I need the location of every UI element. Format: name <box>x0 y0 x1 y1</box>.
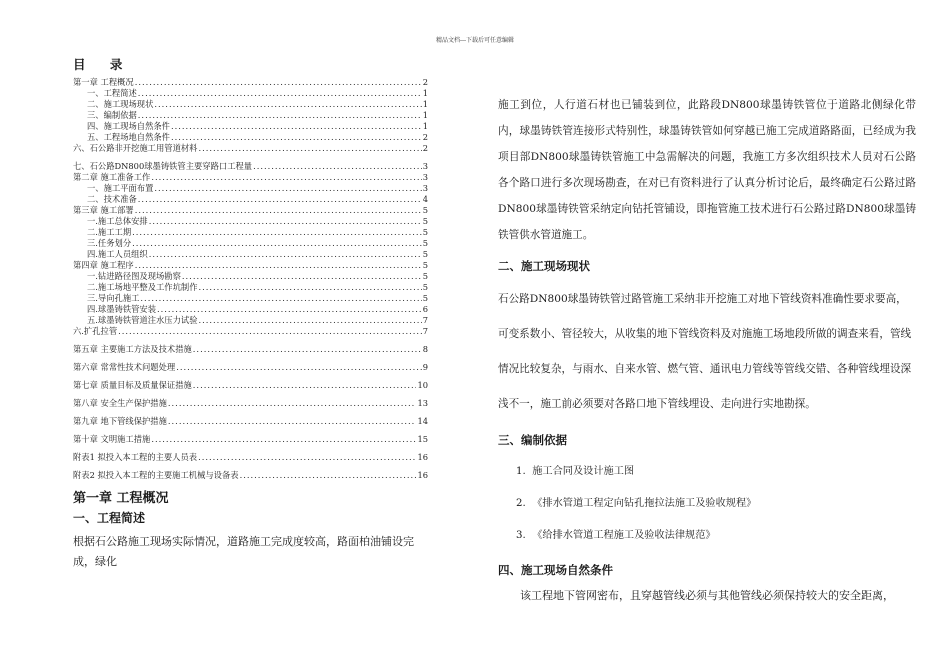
toc-entry[interactable] <box>73 227 428 238</box>
toc-entry-text: 第九章 地下管线保护措施 <box>73 416 167 426</box>
basis-item-number: 2. <box>516 498 526 509</box>
toc-entry-text: 四.施工人员组织 <box>87 249 148 259</box>
basis-item-text: 施工合同及设计施工图 <box>532 466 635 477</box>
toc-entry-text: 一.钻进路径图及现场勘察 <box>87 271 181 281</box>
toc-entry[interactable] <box>73 293 428 304</box>
header-note: 精品文档---下载后可任意编辑 <box>435 37 515 44</box>
toc-leader-dots <box>138 88 422 99</box>
table-of-contents <box>73 77 428 481</box>
toc-page-number: 5 <box>422 238 428 248</box>
toc-page-number: 2 <box>422 143 428 153</box>
toc-page-number: 6 <box>422 304 428 314</box>
toc-page-number: 5 <box>422 227 428 237</box>
toc-leader-dots <box>168 398 417 409</box>
toc-entry-text: 二、施工现场现状 <box>87 99 154 109</box>
toc-entry[interactable] <box>73 362 428 373</box>
toc-entry[interactable] <box>73 194 428 205</box>
toc-leader-dots <box>132 227 422 238</box>
toc-leader-dots <box>253 161 422 172</box>
toc-leader-dots <box>176 362 422 373</box>
toc-entry[interactable] <box>73 315 428 326</box>
basis-item <box>516 456 916 488</box>
toc-leader-dots <box>193 344 422 355</box>
toc-entry[interactable] <box>73 172 428 183</box>
toc-entry[interactable] <box>73 238 428 249</box>
toc-leader-dots <box>171 121 422 132</box>
toc-entry[interactable] <box>73 99 428 110</box>
toc-entry[interactable] <box>73 470 428 481</box>
toc-entry-text: 四.球墨铸铁管安装 <box>87 304 157 314</box>
toc-entry-text: 附表2 拟投入本工程的主要施工机械与设备表 <box>73 470 239 480</box>
toc-entry[interactable] <box>73 434 428 445</box>
toc-entry-text: 二.施工工期 <box>87 227 132 237</box>
toc-entry-text: 第十章 文明施工措施 <box>73 434 151 444</box>
toc-entry[interactable] <box>73 88 428 99</box>
toc-page-number: 5 <box>422 205 428 215</box>
toc-page-number: 2 <box>422 77 428 87</box>
toc-entry[interactable] <box>73 398 428 409</box>
body-paragraph: 施工到位，人行道石材也已铺装到位，此路段DN800球墨铸铁管位于道路北侧绿化带内，球墨铸铁管连接形式特别性，球墨铸铁管如何穿越已施工完成道路路面，已经成为我项目部DN800球墨铸铁管施工中急需解决的问题，我施工方多次组织技术人员对石公路各个路口进行多次现场勘查，在对已有资料进行了认真分析讨论后，最终确定石公路过路DN800球墨铸铁管采纳定向钻托管铺设，即拖管施工技术进行石公路过路DN800球墨铸铁管供水管道施工。 <box>498 99 916 241</box>
toc-entry[interactable] <box>73 282 428 293</box>
basis-item-text: 《给排水管道工程施工及验收法律规范》 <box>532 530 716 541</box>
basis-item-number: 1. <box>516 466 526 477</box>
toc-leader-dots <box>171 132 422 143</box>
toc-entry[interactable] <box>73 249 428 260</box>
toc-entry[interactable] <box>73 132 428 143</box>
toc-entry[interactable] <box>73 161 428 172</box>
toc-page-number: 16 <box>417 470 428 480</box>
toc-entry-text: 附表1 拟投入本工程的主要人员表 <box>73 452 198 462</box>
toc-entry-text: 第二章 施工准备工作 <box>73 172 151 182</box>
toc-page-number: 1 <box>422 121 428 131</box>
toc-entry[interactable] <box>73 216 428 227</box>
toc-entry-text: 第六章 常常性技术问题处理 <box>73 362 176 372</box>
toc-leader-dots <box>199 315 422 326</box>
toc-leader-dots <box>168 416 417 427</box>
toc-page-number: 5 <box>422 293 428 303</box>
toc-leader-dots <box>154 183 421 194</box>
toc-leader-dots <box>151 434 416 445</box>
toc-entry-text: 七、石公路DN800球墨铸铁管主要穿路口工程量 <box>73 161 253 171</box>
toc-page-number: 7 <box>422 315 428 325</box>
toc-leader-dots <box>157 304 422 315</box>
basis-item-text: 《排水管道工程定向钻孔拖拉法施工及验收规程》 <box>532 498 757 509</box>
body-text: 该工程地下管网密布，且穿越管线必须与其他管线必须保持较大的安全距离， <box>520 589 894 602</box>
toc-entry-text: 六.扩孔拉管 <box>73 326 118 336</box>
toc-leader-dots <box>193 380 417 391</box>
toc-leader-dots <box>151 172 421 183</box>
right-column <box>498 92 916 606</box>
toc-leader-dots <box>135 260 422 271</box>
section-title: 二、施工现场现状 <box>498 259 590 273</box>
toc-entry-text: 一、工程简述 <box>87 88 137 98</box>
toc-page-number: 5 <box>422 282 428 292</box>
toc-leader-dots <box>138 110 422 121</box>
toc-entry[interactable] <box>73 452 428 463</box>
toc-page-number: 7 <box>422 326 428 336</box>
basis-item <box>516 520 916 552</box>
toc-page-number: 15 <box>417 434 428 444</box>
toc-leader-dots <box>118 326 422 337</box>
toc-page-number: 13 <box>417 398 428 408</box>
toc-page-number: 3 <box>422 183 428 193</box>
toc-page-number: 14 <box>417 416 428 426</box>
toc-entry-text: 五、工程场地自然条件 <box>87 132 170 142</box>
toc-entry[interactable] <box>73 380 428 391</box>
toc-page-number: 5 <box>422 216 428 226</box>
toc-leader-dots <box>182 271 422 282</box>
toc-entry-text: 第一章 工程概况 <box>73 77 134 87</box>
toc-leader-dots <box>138 194 422 205</box>
toc-leader-dots <box>132 238 422 249</box>
left-column <box>73 55 428 572</box>
body-text: 根据石公路施工现场实际情况，道路施工完成度较高，路面柏油铺设完成，绿化 <box>73 535 414 568</box>
toc-page-number: 2 <box>422 132 428 142</box>
toc-entry[interactable] <box>73 304 428 315</box>
toc-entry-text: 第八章 安全生产保护措施 <box>73 398 167 408</box>
toc-entry[interactable] <box>73 143 428 154</box>
toc-entry[interactable] <box>73 110 428 121</box>
toc-page-number: 1 <box>422 110 428 120</box>
toc-leader-dots <box>135 77 422 88</box>
toc-entry-text: 一.施工总体安排 <box>87 216 148 226</box>
toc-entry[interactable] <box>73 271 428 282</box>
toc-page-number: 5 <box>422 249 428 259</box>
toc-page-number: 16 <box>417 452 428 462</box>
toc-page-number: 5 <box>422 260 428 270</box>
toc-title: 目 录 <box>73 57 133 72</box>
toc-leader-dots <box>199 282 422 293</box>
body-paragraph: 石公路DN800球墨铸铁管过路管施工采纳非开挖施工对地下管线资料准确性要求要高，可变系数小、管径较大，从收集的地下管线资料及对施施工场地段所做的调查来看，管线情况比较复杂，与雨水、自来水管、燃气管、通讯电力管线等管线交错、各种管线埋设深浅不一，施工前必须要对各路口地下管线埋设、走向进行实地勘探。 <box>498 293 912 410</box>
toc-entry-text: 二.施工场地平整及工作坑制作 <box>87 282 198 292</box>
toc-leader-dots <box>140 293 421 304</box>
toc-entry-text: 四、施工现场自然条件 <box>87 121 170 131</box>
toc-page-number: 10 <box>417 380 428 390</box>
toc-entry-text: 三、编制依据 <box>87 110 137 120</box>
toc-entry-text: 六、石公路非开挖施工用管道材料 <box>73 143 198 153</box>
toc-leader-dots <box>154 99 421 110</box>
toc-page-number: 1 <box>422 99 428 109</box>
toc-entry[interactable] <box>73 260 428 271</box>
toc-entry-text: 第五章 主要施工方法及技术措施 <box>73 344 192 354</box>
toc-entry-text: 五.球墨铸铁管道注水压力试验 <box>87 315 198 325</box>
basis-item <box>516 488 916 520</box>
section-title: 三、编制依据 <box>498 433 567 447</box>
toc-page-number: 3 <box>422 172 428 182</box>
toc-page-number: 3 <box>422 161 428 171</box>
basis-list <box>498 456 916 552</box>
toc-leader-dots <box>135 205 422 216</box>
section-title: 一、工程简述 <box>73 511 146 525</box>
toc-entry-text: 三.任务划分 <box>87 238 132 248</box>
toc-entry[interactable] <box>73 205 428 216</box>
toc-leader-dots <box>198 143 421 154</box>
toc-entry[interactable] <box>73 183 428 194</box>
toc-leader-dots <box>149 216 422 227</box>
toc-page-number: 5 <box>422 271 428 281</box>
toc-entry-text: 第四章 施工程序 <box>73 260 134 270</box>
basis-item-number: 3. <box>516 530 526 541</box>
toc-entry-text: 一、施工平面布置 <box>87 183 154 193</box>
toc-page-number: 9 <box>422 362 428 372</box>
toc-entry[interactable] <box>73 77 428 88</box>
toc-entry[interactable] <box>73 416 428 427</box>
toc-leader-dots <box>149 249 422 260</box>
toc-leader-dots <box>240 470 417 481</box>
chapter-title: 第一章 工程概况 <box>73 491 169 506</box>
toc-page-number: 4 <box>422 194 428 204</box>
toc-entry-text: 二、技术准备 <box>87 194 137 204</box>
toc-entry-text: 三.导向孔施工 <box>87 293 140 303</box>
toc-page-number: 1 <box>422 88 428 98</box>
toc-entry[interactable] <box>73 344 428 355</box>
toc-entry[interactable] <box>73 121 428 132</box>
toc-page-number: 8 <box>422 344 428 354</box>
section-title: 四、施工现场自然条件 <box>498 563 613 577</box>
toc-leader-dots <box>198 452 416 463</box>
toc-entry-text: 第七章 质量目标及质量保证措施 <box>73 380 192 390</box>
toc-entry[interactable] <box>73 326 428 337</box>
toc-entry-text: 第三章 施工部署 <box>73 205 134 215</box>
